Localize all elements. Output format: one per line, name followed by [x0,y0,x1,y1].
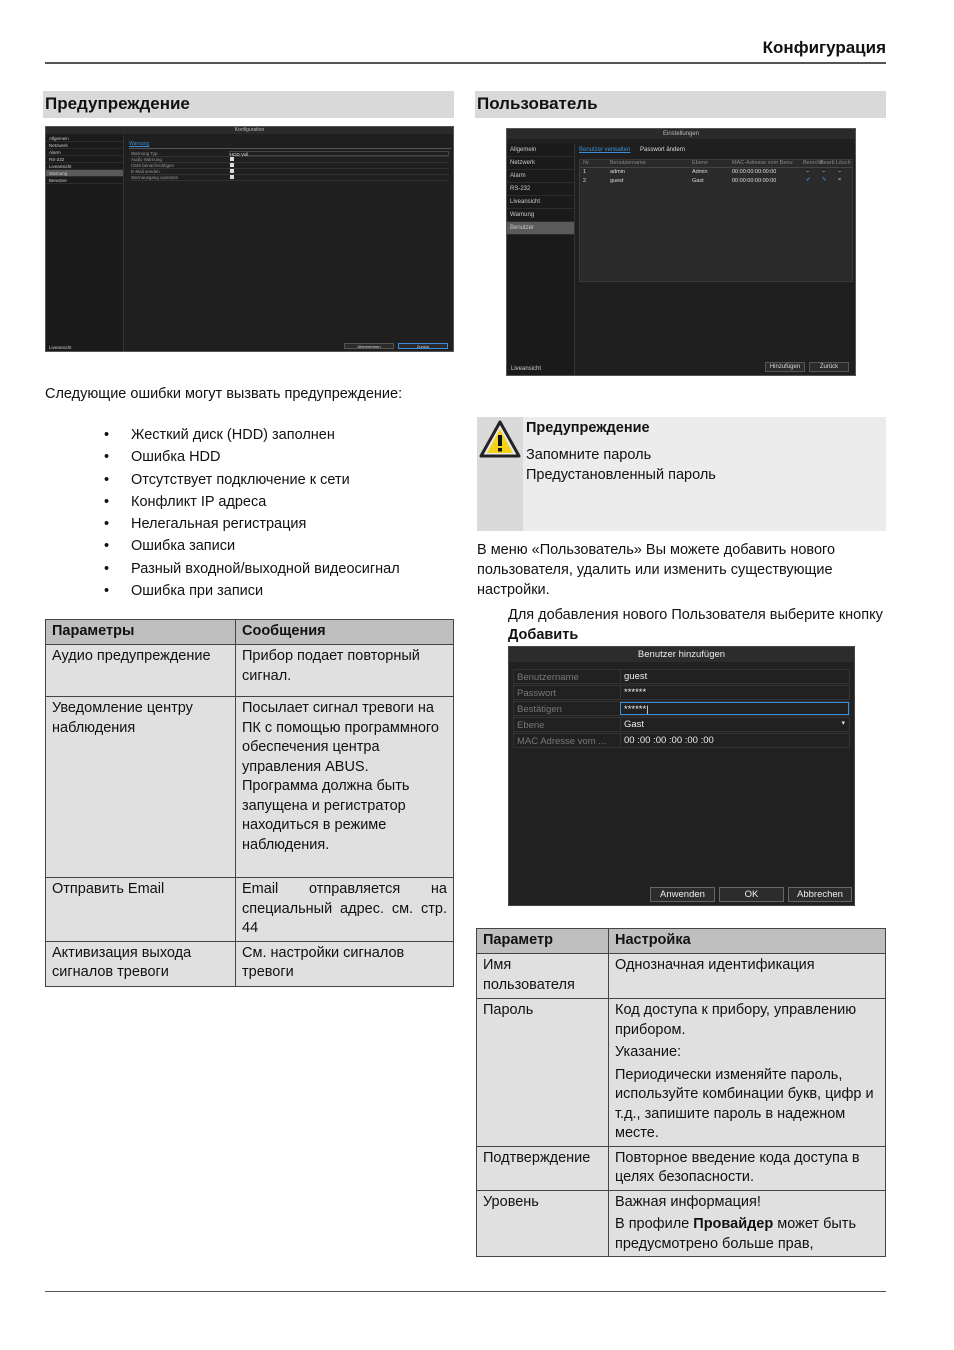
list-item: • Отсутствует подключение к сети [131,469,400,491]
user-level: Admin [692,169,708,175]
user-menu-description: В меню «Пользователь» Вы можете добавить нового пользователя, удалить или изменить существующие настройки. [477,542,836,598]
dialog-title: Benutzer hinzufügen [509,647,854,662]
chevron-down-icon[interactable]: ▾ [841,720,845,727]
table-row [477,1146,886,1190]
header-rule [45,62,886,64]
table-cell: См. настройки сигналов тревоги [236,941,454,986]
error-list [131,424,400,602]
table-cell: Email отправляется на специальный адрес. см. стр. 44 [236,878,454,942]
field-label: Benutzername [517,672,579,683]
menu-item[interactable]: RS-232 [507,183,574,196]
table-row[interactable] [580,168,852,177]
column-header: Berechti [803,160,824,166]
screen-menu [507,144,575,375]
cell-text: В профиле [615,1216,694,1232]
user-nr: 2 [583,178,587,184]
table-cell: Повторное введение кода доступа в целях безопасности. [609,1146,886,1190]
field-value[interactable]: 00 :00 :00 :00 :00 :00 [620,734,849,747]
table-row [477,999,886,1147]
apply-button[interactable]: Übernehmen [344,343,394,349]
tab-manage-users[interactable]: Benutzer verwalten [579,147,631,153]
table-row [477,1190,886,1257]
page-header-title: Конфигурация [762,38,886,57]
apply-button[interactable]: Anwenden [650,887,715,902]
warning-triangle-icon [479,420,521,458]
field-value[interactable]: Gast [620,718,849,731]
password-field[interactable] [513,685,850,700]
row-label: Warnung Typ [131,151,158,156]
screen-footer: Liveansicht [511,366,542,372]
user-mac: 00:00:00:00:00:00 [732,169,777,175]
checkbox[interactable] [230,175,234,179]
footer-rule [45,1291,886,1292]
username-field[interactable] [513,669,850,684]
table-cell: Пароль [477,999,609,1147]
field-value[interactable]: ****** [620,686,849,699]
table-header: Параметр [477,929,609,954]
edit-icon[interactable]: – [822,169,826,175]
intro-text: Следующие ошибки могут вызвать предупреждение: [45,386,403,402]
row-label: CMS benachrichtigen [131,163,175,168]
table-cell: Уровень [477,1190,609,1257]
table-cell [609,1190,886,1257]
cancel-button[interactable]: Abbrechen [788,887,852,902]
table-row [46,697,454,878]
permission-icon[interactable]: ✔ [806,177,811,183]
cell-paragraph: Важная информация! [615,1193,761,1210]
screen-title: Konfiguration [46,127,453,134]
user-level: Gast [692,178,704,184]
menu-item[interactable]: Allgemein [46,135,123,142]
table-cell: Прибор подает повторный сигнал. [236,645,454,697]
menu-item[interactable]: Allgemein [507,144,574,157]
confirm-field[interactable] [513,701,850,716]
checkbox[interactable] [230,169,234,173]
warning-line: Предустановленный пароль [526,467,716,483]
delete-icon[interactable]: × [838,177,842,183]
warning-box [477,417,886,531]
user-name: admin [610,169,625,175]
table-row [46,878,454,942]
table-header: Параметры [46,620,236,645]
cell-paragraph: Указание: [615,1044,682,1060]
checkbox[interactable] [230,163,234,167]
back-button[interactable]: Zurück [809,362,849,372]
back-button[interactable]: Zurück [398,343,448,349]
row-select[interactable]: HDD Voll [229,151,449,156]
table-row[interactable] [580,177,852,186]
menu-item[interactable]: Alarm [507,170,574,183]
section-title-user: Пользователь [475,91,886,118]
screen-menu [46,135,124,351]
table-row [46,645,454,697]
table-cell: Активизация выхода сигналов тревоги [46,941,236,986]
column-header: Nr. [583,160,591,166]
menu-item[interactable]: Netzwerk [507,157,574,170]
tab-change-password[interactable]: Passwort ändern [640,147,686,153]
checkbox[interactable] [230,157,234,161]
menu-item-selected[interactable]: Warnung [46,170,123,177]
user-mac: 00:00:00:00:00:00 [732,178,777,184]
dvr-warning-screenshot [45,126,454,352]
menu-item-selected[interactable]: Benutzer [507,222,574,235]
dvr-user-screenshot [506,128,856,376]
add-user-instruction [508,605,888,645]
column-header: Lösch [836,160,851,166]
cell-paragraph [615,1215,879,1254]
level-select[interactable] [513,717,850,732]
menu-item[interactable]: Alarm [46,149,123,156]
warning-line: Запомните пароль [526,447,652,463]
user-table [579,159,853,282]
table-cell: Однозначная идентификация [609,954,886,999]
delete-icon[interactable]: – [838,169,842,175]
list-item: • Ошибка HDD [131,446,400,468]
user-settings-table [476,928,886,1257]
row-label: E-Mail senden [131,169,160,174]
column-header: Benutzername [610,160,646,166]
menu-item[interactable]: Liveansicht [46,163,123,170]
row-label: Warnausgang auslösen [131,175,179,180]
add-user-dialog [508,646,855,906]
menu-item[interactable]: Netzwerk [46,142,123,149]
menu-item[interactable]: RS-232 [46,156,123,163]
row-label: Audio Warnung [131,157,162,162]
menu-item[interactable]: Warnung [507,209,574,222]
field-label: Bestätigen [517,704,562,715]
column-header: Ebene [692,160,708,166]
permission-icon[interactable]: – [806,169,810,175]
table-cell: Подтверждение [477,1146,609,1190]
field-label: MAC Adresse vom ... [517,736,607,747]
screen-title: Einstellungen [507,129,855,139]
section-title-warning: Предупреждение [43,91,454,118]
ok-button[interactable]: OK [719,887,784,902]
cell-paragraph: Периодически изменяйте пароль, используйте комбинации букв, цифр и т.д., запишите пароль в надежном месте. [615,1066,874,1141]
screen-footer: Liveansicht [49,345,72,350]
table-cell: Отправить Email [46,878,236,942]
add-user-button[interactable]: Hinzufügen [765,362,805,372]
user-nr: 1 [583,169,587,175]
table-cell: Аудио предупреждение [46,645,236,697]
table-cell: Имя пользователя [477,954,609,999]
list-item: • Нелегальная регистрация [131,513,400,535]
menu-item[interactable]: Benutzer [46,177,123,184]
screen-rows [131,151,449,181]
table-header: Настройка [609,929,886,954]
edit-icon[interactable]: ✎ [822,177,827,183]
user-table-header [580,160,852,168]
cell-bold: Провайдер [693,1216,774,1232]
cell-paragraph: Код доступа к прибору, управлению прибором. [615,1002,857,1038]
field-label: Passwort [517,688,557,699]
field-label: Ebene [517,720,545,731]
field-value[interactable]: ******| [620,702,849,715]
instruction-text: Для добавления нового Пользователя выберите кнопку [508,607,883,623]
instruction-bold: Добавить [508,627,579,643]
list-item: • Конфликт IP адреса [131,491,400,513]
table-cell [609,999,886,1147]
list-item: • Ошибка при записи [131,580,400,602]
cell-text: может быть предусмотрено больше прав, [615,1216,857,1252]
menu-item[interactable]: Liveansicht [507,196,574,209]
list-item: • Жесткий диск (HDD) заполнен [131,424,400,446]
warning-title: Предупреждение [526,420,650,436]
screen-tab[interactable]: Warnung [129,141,150,147]
warning-messages-table [45,619,454,987]
list-item: • Разный входной/выходной видеосигнал [131,558,400,580]
table-cell: Посылает сигнал тревоги на ПК с помощью программного обеспечения центра управления ABUS. Программа должна быть запущена и регистратор находиться в режиме наблюдения. [236,697,454,878]
table-cell: Уведомление центру наблюдения [46,697,236,878]
column-header: Bearb [820,160,835,166]
mac-field[interactable] [513,733,850,748]
tab-rule [129,148,451,149]
field-value[interactable]: guest [620,670,849,683]
user-name: guest [610,178,624,184]
list-item: • Ошибка записи [131,535,400,557]
table-header: Сообщения [236,620,454,645]
column-header: MAC-Adresse vom Benu [732,160,793,166]
table-row [477,954,886,999]
table-row [46,941,454,986]
